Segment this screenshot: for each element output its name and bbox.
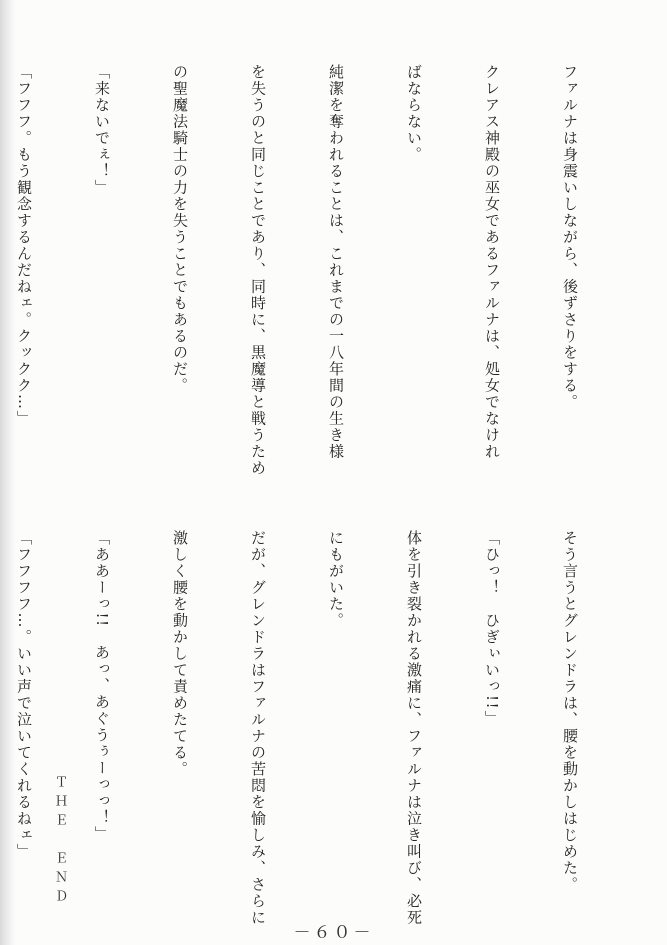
text-block-top: [0, 64, 635, 477]
the-end-label: ＴＨＥ ＥＮＤ: [52, 775, 67, 908]
text-line: を失うのと同じことであり、同時に、黒魔導と戦うため: [249, 64, 267, 477]
text-line: クレアス神殿の巫女であるファルナは、処女でなけれ: [483, 64, 501, 460]
text-line: ファルナは身震いしながら、後ずさりをする。: [561, 64, 579, 411]
text-block-bottom: [0, 530, 635, 926]
text-line: 「来ないでぇ！」: [93, 64, 111, 196]
text-line: 純潔を奪われることは、これまでの一八年間の生き様: [327, 64, 345, 460]
text-line: にもがいた。: [327, 530, 345, 629]
text-line: 「ああーっ!! あっ、あぐうぅーっっ！」: [93, 530, 111, 843]
text-line: だが、グレンドラはファルナの苦悶を愉しみ、さらに: [249, 530, 267, 926]
text-line: 「フフフフ…。いい声で泣いてくれるねェ」: [15, 530, 33, 860]
text-line: の聖魔法騎士の力を失うことでもあるのだ。: [171, 64, 189, 394]
text-line: 「フフフ。もう観念するんだねェ。クックク…」: [15, 64, 33, 427]
text-line: そう言うとグレンドラは、腰を動かしはじめた。: [561, 530, 579, 893]
text-line: ばならない。: [405, 64, 423, 163]
text-line: 激しく腰を動かして責めたてる。: [171, 530, 189, 778]
text-line: 体を引き裂かれる激痛に、ファルナは泣き叫び、必死: [405, 530, 423, 926]
text-line: 「ひっ！ ひぎぃいっ!!」: [483, 530, 501, 727]
page-number: －６０－: [293, 923, 374, 943]
